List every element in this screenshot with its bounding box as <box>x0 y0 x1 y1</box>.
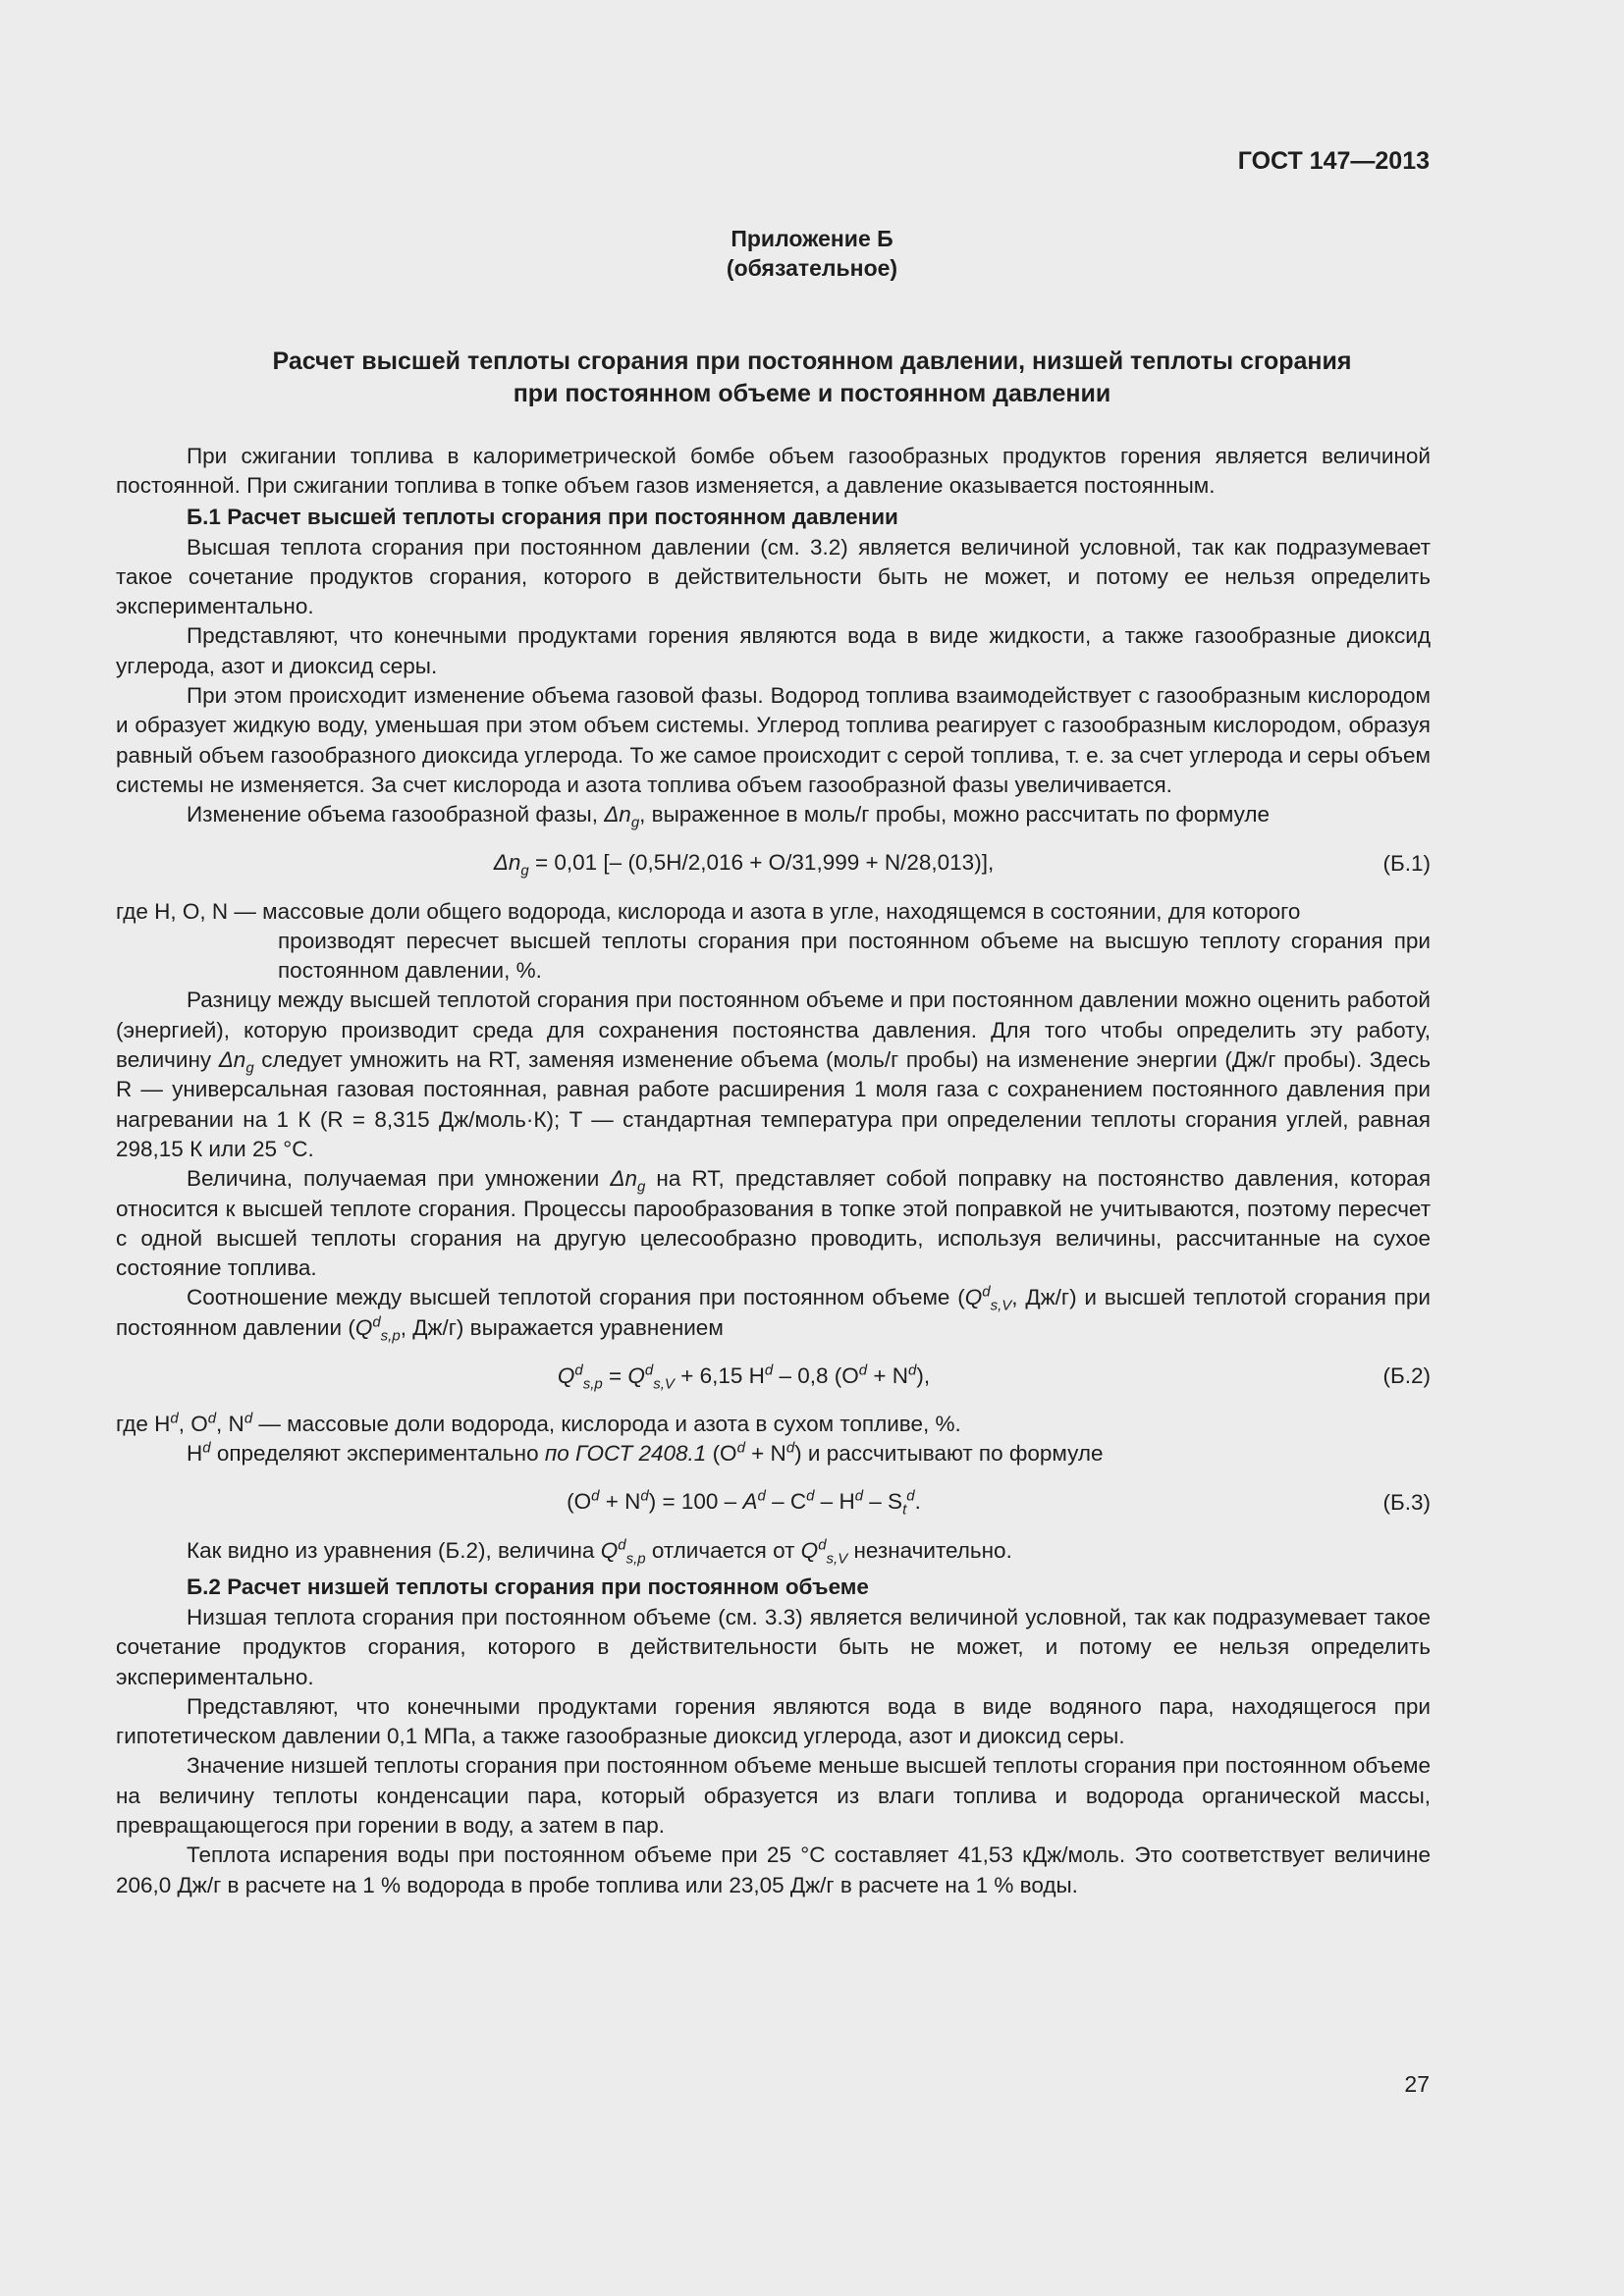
b2-paragraph-3: Значение низшей теплоты сгорания при постоянном объеме меньше высшей теплоты сгорания при постоянном объеме на величину теплоты конденсации пара, который образуется из влаги топлива и водорода органической массы, превращающегося при горении в воду, а затем в пар. <box>116 1753 1431 1838</box>
where-clause-1: где H, O, N — массовые доли общего водорода, кислорода и азота в угле, находящемся в состоянии, для которого производят пересчет высшей теплоты сгорания при постоянном объеме на высшую теплоту сгорания при постоянном давлении, %. <box>116 898 1431 984</box>
section-b1-heading: Б.1 Расчет высшей теплоты сгорания при постоянном давлении <box>187 504 898 529</box>
b2-paragraph-4: Теплота испарения воды при постоянном объеме при 25 °С составляет 41,53 кДж/моль. Это соответствует величине 206,0 Дж/г в расчете на 1 % водорода в пробе топлива или 23,05 Дж/г в расчете на 1 % воды. <box>116 1842 1431 1897</box>
b1-paragraph-7: Соотношение между высшей теплотой сгорания при постоянном объеме ($Q^d_{s,V}$, Дж/г) и высшей теплотой сгорания при постоянном давлении ($Q^d_{s,p}$, Дж/г) выражается уравнением <box>116 1283 1431 1345</box>
title-line-2: при постоянном объеме и постоянном давлении <box>513 380 1111 407</box>
where-clause-2: где $H^d$, $O^d$, $N^d$ — массовые доли водорода, кислорода и азота в сухом топливе, %. <box>116 1410 961 1437</box>
b1-paragraph-8: $H^d$ определяют экспериментально по ГОСТ 2408.1 $(O^d + N^d)$ и рассчитывают по формуле <box>187 1439 1104 1467</box>
b1-paragraph-5: Разницу между высшей теплотой сгорания при постоянном объеме и при постоянном давлении можно оценить работой (энергией), которую производит среда для сохранения постоянства давления. Для того чтобы определить эту работу, величину $\Delta n_g$ следует умножить на RT, заменяя изменение объема (моль/г пробы) на изменение энергии (Дж/г пробы). Здесь R — универсальная газовая постоянная, равная работе расширения 1 моля газа с сохранением постоянного давления при нагревании на 1 К (R = 8,315 Дж/моль·К); T — стандартная температура при определении теплоты сгорания углей, равная 298,15 К или 25 °С. <box>116 988 1431 1161</box>
b1-paragraph-9: Как видно из уравнения (Б.2), величина $Q^d_{s,p}$ отличается от $Q^d_{s,V}$ незначительно. <box>187 1536 1012 1568</box>
formula-b1-expression: $\Delta n_g = 0,01$ [– (0,5H/2,016 + O/31,999 + N/28,013)], <box>493 850 995 880</box>
formula-b3 <box>116 1469 1431 1536</box>
b1-paragraph-1: Высшая теплота сгорания при постоянном давлении (см. 3.2) является величиной условной, так как подразумевает такое сочетание продуктов сгорания, которого в действительности быть не может, и потому ее нельзя определить экспериментально. <box>116 534 1431 619</box>
standard-designation: ГОСТ 147—2013 <box>1237 147 1430 175</box>
document-title <box>116 346 1508 410</box>
where-1-label: где H, O, N — <box>116 898 263 924</box>
standard-reference: по ГОСТ 2408.1 <box>544 1441 707 1467</box>
annex-status: (обязательное) <box>726 255 898 281</box>
formula-b1 <box>116 830 1431 897</box>
formula-b2-number: (Б.2) <box>1382 1362 1431 1388</box>
annex-heading <box>0 224 1624 283</box>
formula-b2-expression: $Q^d_{s,p} = Q^d_{s,V} + 6,15$ $H^d - 0,8$ $(O^d + N^d)$, <box>557 1362 931 1393</box>
intro-paragraph: При сжигании топлива в калориметрической бомбе объем газообразных продуктов горения является величиной постоянной. При сжигании топлива в топке объем газов изменяется, а давление оказывается постоянным. <box>116 444 1431 499</box>
b1-paragraph-6: Величина, получаемая при умножении $\Delta n_g$ на RT, представляет собой поправку на постоянство давления, которая относится к высшей теплоте сгорания. Процессы парообразования в топке этой поправкой не учитываются, поэтому пересчет с одной высшей теплоты сгорания на другую целесообразно проводить, используя величины, рассчитанные на сухое состояние топлива. <box>116 1166 1432 1281</box>
section-b2-heading: Б.2 Расчет низшей теплоты сгорания при постоянном объеме <box>187 1574 869 1599</box>
formula-b3-number: (Б.3) <box>1382 1489 1431 1515</box>
formula-b2 <box>116 1343 1431 1410</box>
formula-b1-number: (Б.1) <box>1382 850 1431 876</box>
b2-paragraph-2: Представляют, что конечными продуктами горения являются вода в виде водяного пара, находящегося при гипотетическом давлении 0,1 МПа, а также газообразные диоксид углерода, азот и диоксид серы. <box>116 1693 1431 1749</box>
b1-paragraph-2: Представляют, что конечными продуктами горения являются вода в виде жидкости, а также газообразные диоксид углерода, азот и диоксид серы. <box>116 623 1431 678</box>
formula-b3-expression: $(O^d + N^d) = 100 - A^d - C^d - H^d - S_t^d$. <box>567 1487 921 1519</box>
b1-paragraph-3: При этом происходит изменение объема газовой фазы. Водород топлива взаимодействует с газообразным кислородом и образует жидкую воду, уменьшая при этом объем системы. Углерод топлива реагирует с газообразным кислородом, образуя равный объем газообразного диоксида углерода. То же самое происходит с серой топлива, т. е. за счет углерода и серы объем системы не изменяется. За счет кислорода и азота топлива объем газообразной фазы увеличивается. <box>116 683 1431 797</box>
document-body <box>116 442 1431 1900</box>
title-line-1: Расчет высшей теплоты сгорания при постоянном давлении, низшей теплоты сгорания <box>272 347 1352 375</box>
b1-paragraph-4: Изменение объема газообразной фазы, $\Delta n_g$, выраженное в моль/г пробы, можно рассчитать по формуле <box>187 802 1271 831</box>
page-number: 27 <box>1404 2071 1430 2097</box>
annex-title: Приложение Б <box>731 226 893 251</box>
b2-paragraph-1: Низшая теплота сгорания при постоянном объеме (см. 3.3) является величиной условной, так как подразумевает такое сочетание продуктов сгорания, которого в действительности быть не может, и потому ее нельзя определить экспериментально. <box>116 1604 1431 1689</box>
